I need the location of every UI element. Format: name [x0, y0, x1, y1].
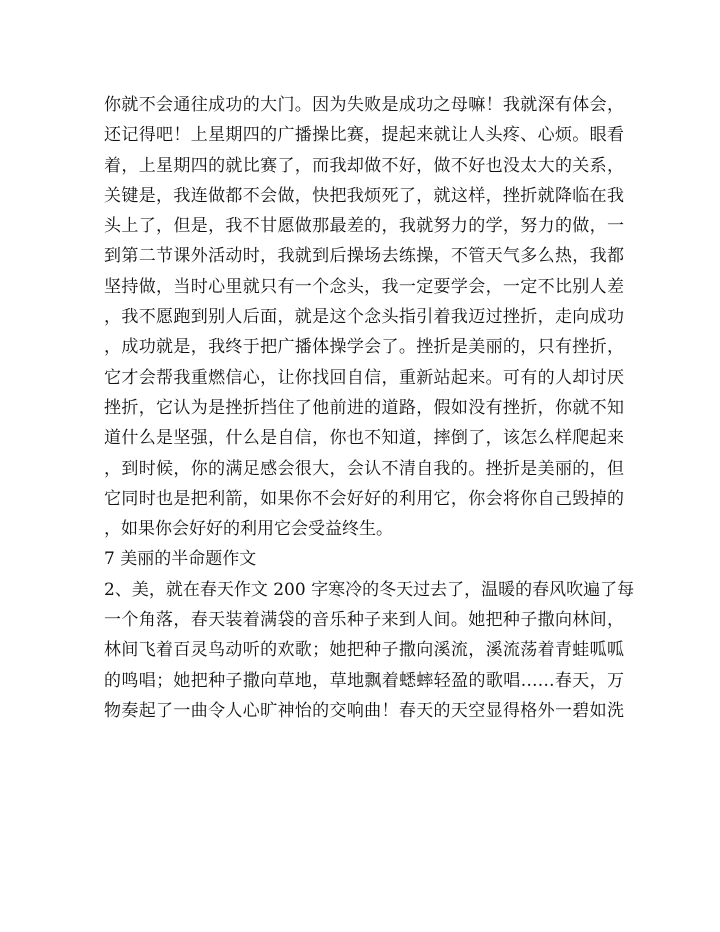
essay-line-6: 到第二节课外活动时，我就到后操场去练操，不管天气多么热，我都: [104, 246, 624, 267]
essay-line-14: 它同时也是把利箭，如果你不会好好的利用它，你会将你自己毁掉的: [104, 488, 624, 509]
essay-text-block: [104, 90, 635, 726]
essay-line-1: 你就不会通往成功的大门。因为失败是成功之母嘛！我就深有体会，: [104, 95, 624, 115]
essay-line-5: 头上了，但是，我不甘愿做那最差的，我就努力的学，努力的做，一: [104, 216, 624, 237]
essay-line-7: 坚持做，当时心里就只有一个念头，我一定要学会，一定不比别人差: [104, 276, 624, 297]
essay-line-11: 挫折，它认为是挫折挡住了他前进的道路，假如没有挫折，你就不知: [104, 397, 624, 418]
essay-line-10: 它才会帮我重燃信心，让你找回自信，重新站起来。可有的人却讨厌: [104, 367, 624, 388]
section-heading: 7 美丽的半命题作文: [104, 549, 257, 570]
essay-line-9: ，成功就是，我终于把广播体操学会了。挫折是美丽的，只有挫折，: [104, 337, 624, 358]
essay-line-19: 林间飞着百灵鸟动听的欢歌；她把种子撒向溪流，溪流荡着青蛙呱呱: [104, 640, 624, 661]
essay-line-20: 的鸣唱；她把种子撒向草地，草地飘着蟋蟀轻盈的歌唱……春天，万: [104, 670, 624, 691]
essay-line-17: 2、美，就在春天作文 200 字寒冷的冬天过去了，温暖的春风吹遍了每: [104, 579, 635, 600]
essay-line-13: ，到时候，你的满足感会很大，会认不清自我的。挫折是美丽的，但: [104, 458, 624, 479]
essay-line-21: 物奏起了一曲令人心旷神怡的交响曲！春天的天空显得格外一碧如洗: [104, 700, 624, 721]
essay-line-2: 还记得吧！上星期四的广播操比赛，提起来就让人头疼、心烦。眼看: [104, 125, 624, 146]
essay-line-8: ，我不愿跑到别人后面，就是这个念头指引着我迈过挫折，走向成功: [104, 307, 624, 328]
essay-line-18: 一个角落，春天装着满袋的音乐种子来到人间。她把种子撒向林间，: [104, 610, 624, 631]
essay-line-4: 关键是，我连做都不会做，快把我烦死了，就这样，挫折就降临在我: [104, 185, 624, 206]
essay-line-12: 道什么是坚强，什么是自信，你也不知道，摔倒了，该怎么样爬起来: [104, 428, 624, 449]
essay-line-15: ，如果你会好好的利用它会受益终生。: [104, 519, 393, 540]
essay-line-3: 着，上星期四的就比赛了，而我却做不好，做不好也没太大的关系，: [104, 155, 624, 176]
